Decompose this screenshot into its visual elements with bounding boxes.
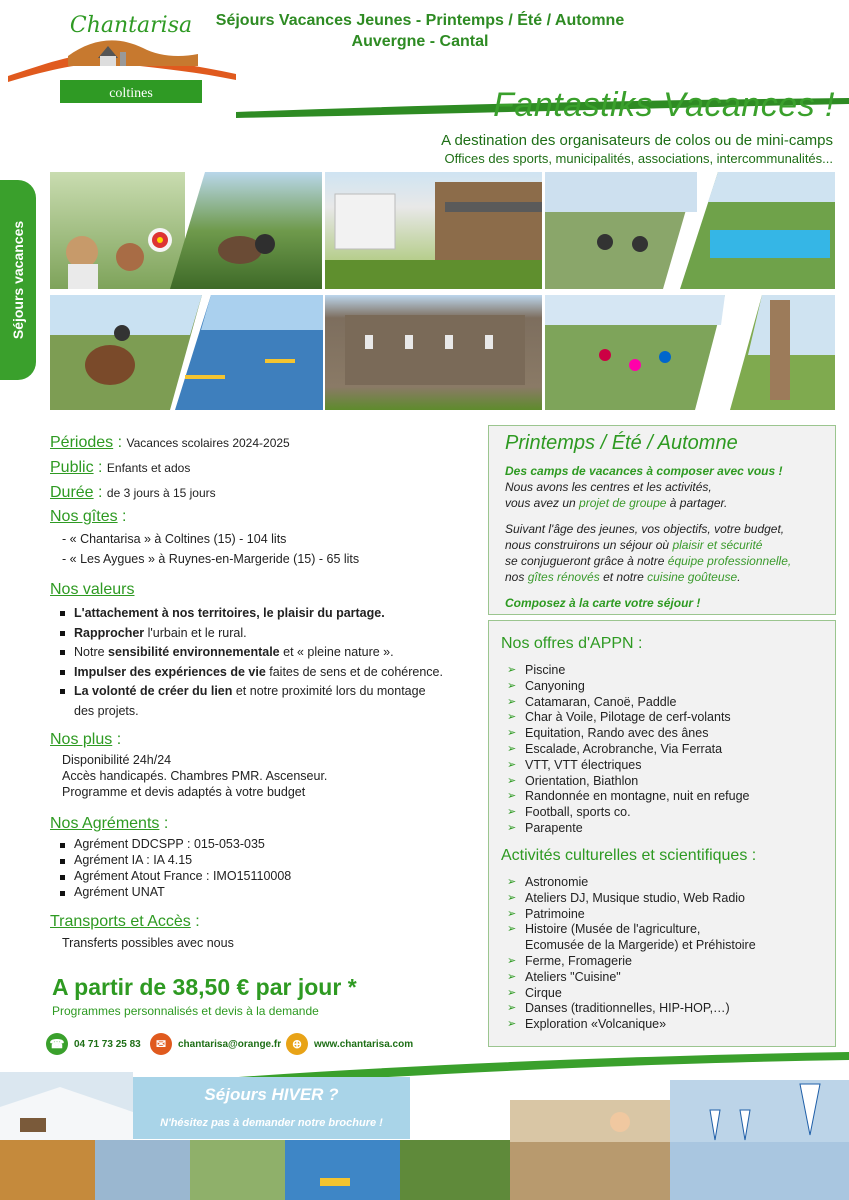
seasons-line: nous construirons un séjour où plaisir et sécurité [505, 538, 763, 552]
appn-item: ➢ Catamaran, Canoë, Paddle [507, 694, 677, 709]
public-label: Public : [50, 459, 107, 476]
seasons-text [505, 463, 831, 611]
globe-icon: ⊕ [286, 1033, 308, 1055]
photo-archery [50, 172, 185, 289]
seasons-line: Suivant l'âge des jeunes, vos objectifs, votre budget, [505, 522, 785, 536]
gite-item: - « Chantarisa » à Coltines (15) - 104 lits [62, 532, 287, 546]
seasons-tagline: Des camps de vacances à composer avec vous ! [505, 464, 783, 478]
culture-item: ➢ Histoire (Musée de l'agriculture, [507, 922, 701, 937]
arrow-icon: ➢ [507, 923, 517, 936]
arrow-icon: ➢ [507, 758, 517, 771]
winter-text: N'hésitez pas à demander notre brochure ! [160, 1117, 383, 1129]
appn-item: ➢ Randonnée en montagne, nuit en refuge [507, 789, 750, 804]
periodes-label: Périodes : [50, 434, 127, 451]
public-value: Enfants et ados [106, 461, 191, 475]
web-text: www.chantarisa.com [314, 1038, 414, 1050]
seasons-closing: Composez à la carte votre séjour ! [505, 596, 701, 610]
appn-item: ➢ Canyoning [507, 678, 585, 693]
header-line-1: Séjours Vacances Jeunes - Printemps / Été / Automne [215, 12, 625, 29]
seasons-box [488, 425, 836, 615]
seasons-line: Nous avons les centres et les activités, [505, 480, 712, 494]
gites-label: Nos gîtes : [50, 508, 127, 525]
duree-row [50, 484, 216, 502]
phone-icon: ☎ [46, 1033, 68, 1055]
photo-escalade [730, 295, 835, 410]
arrow-icon: ➢ [507, 1002, 517, 1015]
email-text: chantarisa@orange.fr [178, 1038, 282, 1050]
appn-item: ➢ Equitation, Rando avec des ânes [507, 726, 709, 741]
price-sub: Programmes personnalisés et devis à la demande [52, 1004, 319, 1018]
appn-item: ➢ Orientation, Biathlon [507, 773, 639, 788]
photo-building-aygues [325, 295, 542, 410]
plus-line: Programme et devis adaptés à votre budget [62, 785, 306, 799]
public-row [50, 459, 190, 477]
valeur-item: Notre sensibilité environnementale et « pleine nature ». [52, 643, 472, 663]
arrow-icon: ➢ [507, 774, 517, 787]
arrow-icon: ➢ [507, 711, 517, 724]
periodes-row [50, 434, 290, 452]
culture-item: ➢ Astronomie [507, 875, 589, 889]
plus-line: Accès handicapés. Chambres PMR. Ascenseur. [62, 769, 328, 783]
arrow-icon: ➢ [507, 1018, 517, 1031]
valeur-item: Impulser des expériences de vie faites de sens et de cohérence. [52, 663, 472, 683]
culture-item: ➢ Ferme, Fromagerie [507, 953, 632, 968]
plus-line: Disponibilité 24h/24 [62, 753, 172, 767]
appn-item: ➢ Parapente [507, 820, 583, 835]
arrow-icon: ➢ [507, 695, 517, 708]
duree-value: de 3 jours à 15 jours [106, 486, 216, 500]
arrow-icon: ➢ [507, 876, 517, 888]
price-main: A partir de 38,50 € par jour * [52, 974, 357, 1000]
culture-item: ➢ Cirque [507, 985, 562, 1000]
agrements-list [52, 836, 291, 900]
arrow-icon: ➢ [507, 742, 517, 755]
seasons-line: se conjugueront grâce à notre équipe professionnelle, [505, 554, 792, 568]
culture-list [497, 875, 756, 1033]
seasons-line: vous avez un projet de groupe à partager. [505, 496, 728, 510]
culture-item: ➢ Danses (traditionnelles, HIP-HOP,…) [507, 1001, 730, 1016]
logo-name: Chantarisa [69, 13, 193, 38]
arrow-icon: ➢ [507, 954, 517, 967]
photo-building-chantarisa [325, 172, 542, 289]
footer-photo-strip [0, 1140, 849, 1200]
agrement-item: Agrément UNAT [52, 884, 291, 900]
photo-paddle [175, 295, 323, 410]
appn-list [497, 663, 749, 837]
valeurs-list [52, 604, 472, 721]
arrow-icon: ➢ [507, 970, 517, 983]
arrow-icon: ➢ [507, 679, 517, 692]
periodes-value: Vacances scolaires 2024-2025 [126, 436, 290, 450]
plus-lines [62, 752, 327, 800]
main-title: Fantastiks Vacances ! [493, 86, 835, 124]
mail-icon: ✉ [150, 1033, 172, 1055]
photo-vtt [545, 172, 697, 289]
seasons-line: nos gîtes rénovés et notre cuisine goûteuse. [505, 570, 741, 584]
culture-item: ➢ Ateliers DJ, Musique studio, Web Radio [507, 890, 746, 905]
logo [8, 8, 236, 103]
arrow-icon: ➢ [507, 891, 517, 904]
agrement-item: Agrément Atout France : IMO15110008 [52, 868, 291, 884]
side-tab [0, 180, 36, 380]
duree-label: Durée : [50, 484, 107, 501]
logo-place: coltines [109, 86, 153, 101]
arrow-icon: ➢ [507, 986, 517, 999]
side-tab-label: Séjours vacances [10, 220, 26, 340]
photo-ski [0, 1072, 133, 1142]
valeurs-label: Nos valeurs [50, 581, 135, 598]
transports-text: Transferts possibles avec nous [62, 936, 234, 950]
arrow-icon: ➢ [507, 907, 517, 920]
agrement-item: Agrément IA : IA 4.15 [52, 852, 291, 868]
photo-randonnee [545, 295, 725, 410]
agrements-label: Nos Agréments : [50, 815, 169, 832]
arrow-icon: ➢ [507, 664, 517, 676]
culture-item: ➢ Ateliers "Cuisine" [507, 969, 621, 984]
phone-text: 04 71 73 25 83 [74, 1038, 141, 1050]
subtitle-2: Offices des sports, municipalités, associations, intercommunalités... [444, 151, 833, 166]
appn-title: Nos offres d'APPN : [501, 635, 643, 652]
arrow-icon: ➢ [507, 821, 517, 834]
culture-item: ➢ Patrimoine [507, 906, 585, 921]
appn-item: ➢ Char à Voile, Pilotage de cerf-volants [507, 710, 731, 725]
culture-title: Activités culturelles et scientifiques : [501, 847, 757, 864]
arrow-icon: ➢ [507, 790, 517, 803]
photo-donkeys [170, 172, 322, 289]
seasons-title: Printemps / Été / Automne [505, 432, 738, 454]
photo-piscine [680, 172, 835, 289]
appn-item: ➢ VTT, VTT électriques [507, 757, 642, 772]
agrement-item: Agrément DDCSPP : 015-053-035 [52, 836, 291, 852]
culture-item-continuation: Ecomusée de la Margeride) et Préhistoire [525, 938, 756, 953]
valeur-item: L'attachement à nos territoires, le plaisir du partage. [52, 604, 472, 624]
header-line-2: Auvergne - Cantal [351, 33, 489, 50]
valeur-item: Rapprocher l'urbain et le rural. [52, 624, 472, 644]
gites-list [52, 529, 359, 569]
photo-char-a-voile [670, 1080, 849, 1142]
photo-atelier [510, 1100, 670, 1142]
valeur-item: La volonté de créer du lien et notre proximité lors du montage des projets. [52, 682, 444, 721]
activities-box [488, 620, 836, 1047]
appn-item: ➢ Escalade, Acrobranche, Via Ferrata [507, 741, 723, 756]
winter-banner[interactable] [133, 1077, 410, 1139]
winter-title: Séjours HIVER ? [204, 1085, 339, 1104]
gite-item: - « Les Aygues » à Ruynes-en-Margeride (15) - 65 lits [62, 552, 360, 566]
transports-label: Transports et Accès : [50, 913, 200, 930]
appn-item: ➢ Football, sports co. [507, 805, 631, 820]
plus-label: Nos plus : [50, 731, 122, 748]
culture-item: ➢ Exploration «Volcanique» [507, 1017, 667, 1032]
arrow-icon: ➢ [507, 727, 517, 740]
subtitle-1: A destination des organisateurs de colos ou de mini-camps [441, 132, 833, 149]
arrow-icon: ➢ [507, 806, 517, 819]
appn-item: ➢ Piscine [507, 663, 566, 677]
